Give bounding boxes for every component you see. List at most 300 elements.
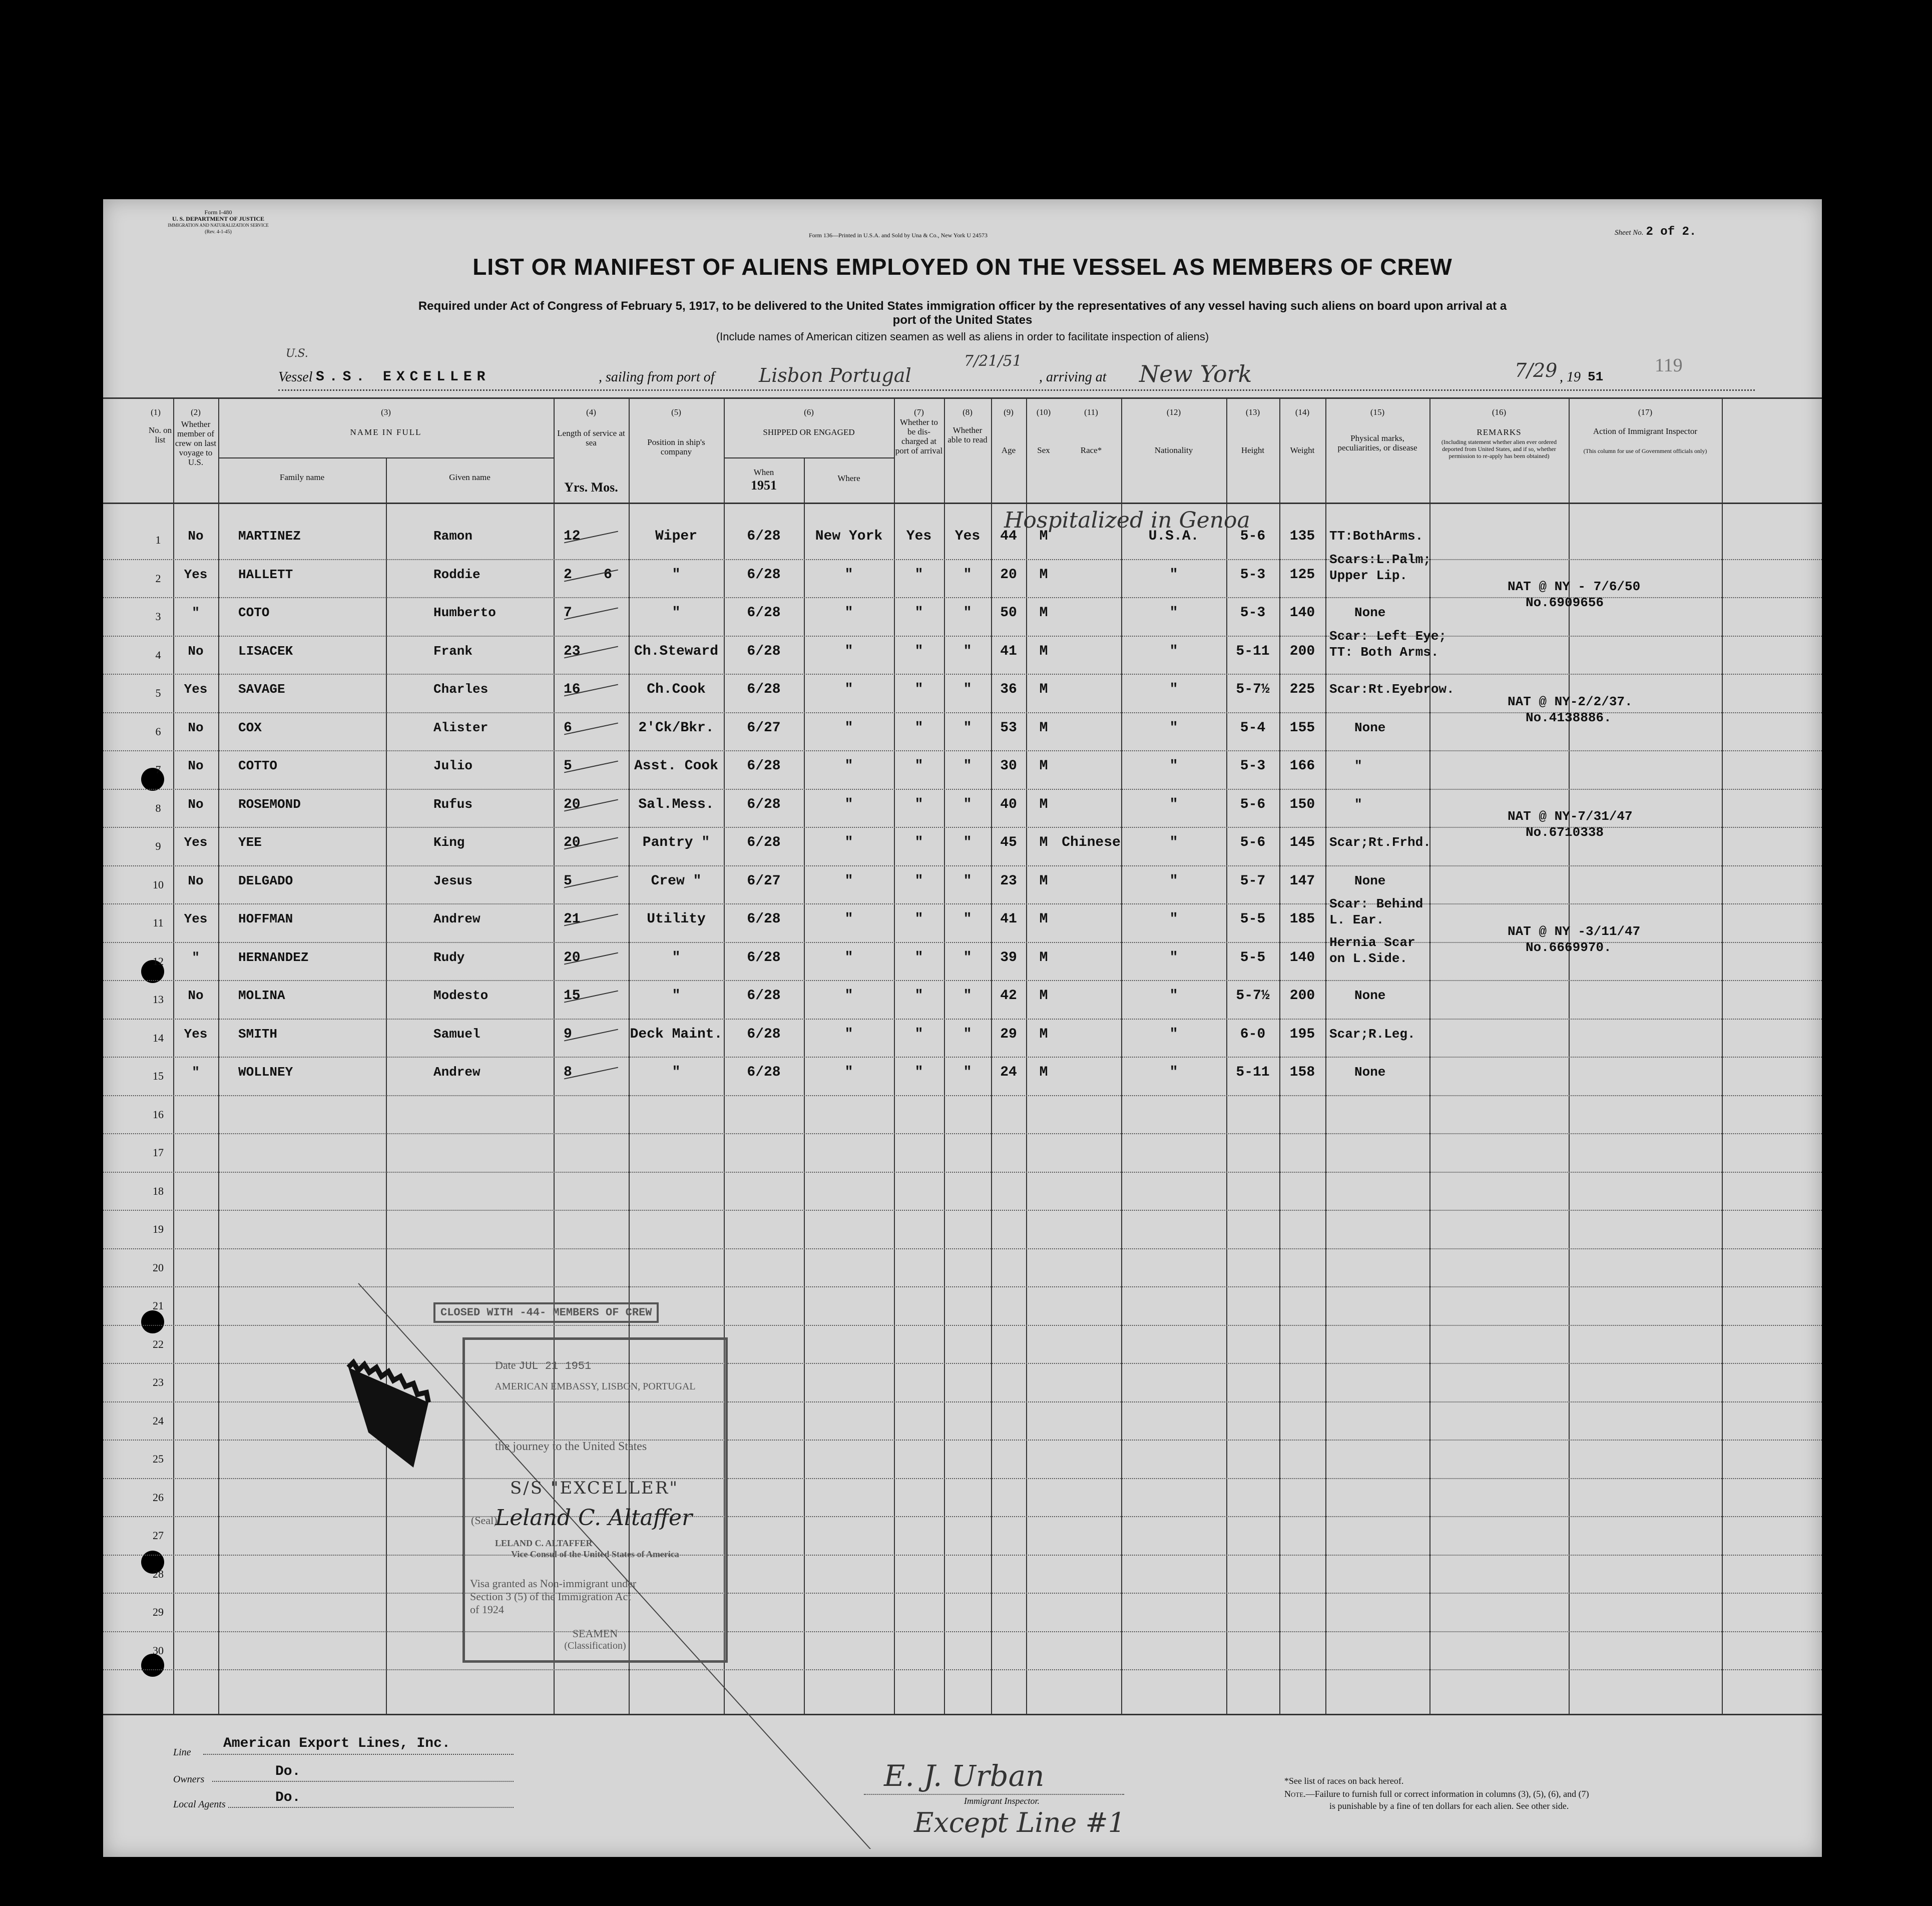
column-number: (11) xyxy=(1084,407,1098,417)
remarks-cell: No.6669970. xyxy=(1526,939,1612,955)
last-voyage-cell: No xyxy=(188,643,204,659)
family-name-cell: LISACEK xyxy=(238,643,293,659)
age-cell: 39 xyxy=(1000,949,1017,966)
footer-line-label: Line xyxy=(173,1747,191,1758)
given-name-cell: Ramon xyxy=(433,529,473,544)
page-number: 119 xyxy=(1655,355,1683,376)
weight-cell: 185 xyxy=(1289,911,1315,927)
service-years-cell: 7 xyxy=(564,605,572,621)
column-label-sex: Sex xyxy=(1037,445,1050,455)
sex-cell: M xyxy=(1039,911,1048,927)
weight-cell: 166 xyxy=(1289,758,1315,774)
height-cell: 5-4 xyxy=(1240,720,1266,736)
given-name-cell: Jesus xyxy=(433,873,473,888)
shipped-where-cell: " xyxy=(844,796,853,812)
remarks-cell: NAT @ NY-2/2/37. xyxy=(1508,694,1633,709)
able-to-read-cell: " xyxy=(963,605,972,621)
form-revision: (Rev. 4-1-45) xyxy=(205,229,232,235)
shipped-where-cell: " xyxy=(844,949,853,966)
physical-marks-cell: " xyxy=(1354,758,1362,773)
manifest-sheet xyxy=(103,199,1822,1857)
position-cell: Sal.Mess. xyxy=(638,796,714,812)
service-years-cell: 2 xyxy=(564,567,572,583)
shipped-where-cell: " xyxy=(844,1026,853,1042)
age-cell: 42 xyxy=(1000,988,1017,1004)
embassy-seal-icon xyxy=(338,1357,438,1473)
shipped-where-cell: " xyxy=(844,988,853,1004)
row-number: 24 xyxy=(153,1414,164,1427)
height-cell: 5-7 xyxy=(1240,873,1266,889)
subtitle-line-1: Required under Act of Congress of February 5, 1917, to be delivered to the United States immigration officer by the representatives of any vessel having such aliens on board upon arrival at a xyxy=(418,299,1507,313)
closed-stamp: CLOSED WITH -44- MEMBERS OF CREW xyxy=(433,1302,659,1323)
column-number: (12) xyxy=(1166,407,1181,417)
age-cell: 50 xyxy=(1000,605,1017,621)
arriving-port: New York xyxy=(1139,360,1252,387)
stamp-signature: Leland C. Altaffer xyxy=(495,1505,693,1531)
column-number: (10) xyxy=(1036,407,1051,417)
column-number: (17) xyxy=(1638,407,1653,417)
shipped-when-cell: 6/28 xyxy=(747,758,781,774)
column-label-length-service: Length of service at sea xyxy=(557,428,625,447)
service-years-cell: 5 xyxy=(564,873,572,889)
family-name-cell: SMITH xyxy=(238,1026,278,1042)
column-label-when-year: 1951 xyxy=(751,478,777,493)
discharged-cell: " xyxy=(914,643,923,659)
remarks-cell: NAT @ NY - 7/6/50 xyxy=(1508,579,1641,594)
able-to-read-cell: " xyxy=(963,988,972,1004)
shipped-where-cell: " xyxy=(844,605,853,621)
discharged-cell: " xyxy=(914,911,923,927)
service-years-cell: 20 xyxy=(564,835,581,850)
column-number: (4) xyxy=(586,407,596,417)
column-number: (13) xyxy=(1245,407,1260,417)
sheet-number xyxy=(1615,225,1696,239)
family-name-cell: SAVAGE xyxy=(238,682,285,697)
weight-cell: 147 xyxy=(1289,873,1315,889)
able-to-read-cell: " xyxy=(963,682,972,697)
vessel-label: Vessel xyxy=(278,369,313,385)
row-number: 28 xyxy=(153,1567,164,1580)
nationality-cell: " xyxy=(1169,911,1178,927)
inspector-label: Immigrant Inspector. xyxy=(964,1796,1040,1806)
column-label-remarks-note: (Including statement whether alien ever ordered deported from United States, and if so, whether permission to re-apply has been obtained) xyxy=(1441,438,1557,459)
nationality-cell: " xyxy=(1169,796,1178,812)
given-name-cell: King xyxy=(433,835,465,850)
column-label-position: Position in ship's company xyxy=(647,437,705,456)
able-to-read-cell: Yes xyxy=(954,529,981,544)
position-cell: " xyxy=(672,1065,681,1080)
diagonal-mark xyxy=(103,397,1822,1849)
row-number: 17 xyxy=(153,1146,164,1159)
footer-agents-value: Do. xyxy=(275,1790,301,1805)
physical-marks-cell: Scar: Left Eye; xyxy=(1329,628,1447,644)
last-voyage-cell: No xyxy=(188,720,204,735)
physical-marks-cell: None xyxy=(1354,720,1386,735)
sex-cell: M xyxy=(1039,605,1048,621)
column-number: (3) xyxy=(381,407,391,417)
page-title: LIST OR MANIFEST OF ALIENS EMPLOYED ON THE VESSEL AS MEMBERS OF CREW xyxy=(472,254,1453,280)
position-cell: " xyxy=(672,567,681,583)
shipped-when-cell: 6/28 xyxy=(747,682,781,697)
arrival-date: 7/29 xyxy=(1515,359,1558,381)
inspector-signature: E. J. Urban xyxy=(884,1759,1045,1793)
row-number: 26 xyxy=(153,1491,164,1504)
sex-cell: M xyxy=(1039,1026,1048,1042)
weight-cell: 140 xyxy=(1289,605,1315,621)
age-cell: 24 xyxy=(1000,1065,1017,1080)
footer-agents-label: Local Agents xyxy=(173,1799,226,1810)
age-cell: 41 xyxy=(1000,911,1017,927)
stamp-date-value: JUL 21 1951 xyxy=(519,1360,592,1372)
column-label-shipped-engaged: SHIPPED OR ENGAGED xyxy=(763,427,855,437)
physical-marks-cell: None xyxy=(1354,1065,1386,1080)
stamp-classification: (Classification) xyxy=(564,1640,626,1651)
printer-note: Form 136—Printed in U.S.A. and Sold by Una & Co., New York U 24573 xyxy=(809,232,988,239)
given-name-cell: Charles xyxy=(433,682,489,697)
age-cell: 23 xyxy=(1000,873,1017,889)
last-voyage-cell: No xyxy=(188,758,204,773)
physical-marks-cell: Scar;R.Leg. xyxy=(1329,1026,1415,1042)
physical-marks-cell: Hernia Scar xyxy=(1329,934,1415,950)
physical-marks-cell: TT:BothArms. xyxy=(1329,529,1423,544)
position-cell: " xyxy=(672,949,681,966)
row-number: 5 xyxy=(155,687,161,699)
row-number: 2 xyxy=(155,572,161,585)
nationality-cell: " xyxy=(1169,949,1178,966)
footer-owners-value: Do. xyxy=(275,1764,301,1779)
age-cell: 20 xyxy=(1000,567,1017,583)
column-number: (8) xyxy=(962,407,973,417)
row-number: 18 xyxy=(153,1184,164,1197)
position-cell: " xyxy=(672,605,681,621)
family-name-cell: COX xyxy=(238,720,262,735)
remarks-cell: No.4138886. xyxy=(1526,710,1612,725)
column-label-weight: Weight xyxy=(1290,445,1315,455)
service-years-cell: 9 xyxy=(564,1026,572,1042)
shipped-where-cell: " xyxy=(844,911,853,927)
able-to-read-cell: " xyxy=(963,873,972,889)
column-label-name-in-full: NAME IN FULL xyxy=(350,427,422,437)
position-cell: Ch.Cook xyxy=(647,682,706,697)
physical-marks-cell: Scars:L.Palm; xyxy=(1329,552,1431,567)
able-to-read-cell: " xyxy=(963,835,972,850)
physical-marks-cell: None xyxy=(1354,988,1386,1003)
sex-cell: M xyxy=(1039,682,1048,697)
row-number: 30 xyxy=(153,1644,164,1657)
service-years-cell: 8 xyxy=(564,1065,572,1080)
family-name-cell: ROSEMOND xyxy=(238,796,301,812)
discharged-cell: " xyxy=(914,988,923,1004)
service-years-cell: 23 xyxy=(564,643,581,659)
row-number: 12 xyxy=(153,955,164,968)
footer-line-value: American Export Lines, Inc. xyxy=(223,1736,450,1751)
vessel-value: S.S. EXCELLER xyxy=(316,369,491,385)
shipped-when-cell: 6/28 xyxy=(747,835,781,850)
row-number: 21 xyxy=(153,1299,164,1312)
nationality-cell: U.S.A. xyxy=(1148,529,1199,544)
height-cell: 5-7½ xyxy=(1236,682,1270,697)
able-to-read-cell: " xyxy=(963,796,972,812)
given-name-cell: Roddie xyxy=(433,567,480,582)
shipped-where-cell: " xyxy=(844,758,853,774)
row-number: 3 xyxy=(155,610,161,623)
shipped-where-cell: " xyxy=(844,643,853,659)
subtitle-line-2: port of the United States xyxy=(892,313,1033,327)
footer-agents-underline xyxy=(228,1807,514,1808)
physical-marks-cell: " xyxy=(1354,796,1362,812)
footer-owners-underline xyxy=(212,1781,514,1782)
row-number: 13 xyxy=(153,993,164,1006)
sex-cell: M xyxy=(1039,988,1048,1004)
remarks-cell: No.6909656 xyxy=(1526,595,1604,610)
embassy-stamp xyxy=(462,1337,728,1663)
column-label-given-name: Given name xyxy=(449,472,491,482)
row-number: 7 xyxy=(155,763,161,776)
given-name-cell: Andrew xyxy=(433,1065,480,1080)
weight-cell: 145 xyxy=(1289,835,1315,850)
service-years-cell: 21 xyxy=(564,911,581,927)
discharged-cell: " xyxy=(914,720,923,736)
sex-cell: M xyxy=(1039,835,1048,850)
stamp-date-label: Date xyxy=(495,1359,516,1371)
age-cell: 41 xyxy=(1000,643,1017,659)
nationality-cell: " xyxy=(1169,643,1178,659)
height-cell: 5-3 xyxy=(1240,567,1266,583)
given-name-cell: Humberto xyxy=(433,605,496,620)
sex-cell: M xyxy=(1039,720,1048,736)
sex-cell: M xyxy=(1039,796,1048,812)
physical-marks-cell: None xyxy=(1354,873,1386,888)
last-voyage-cell: Yes xyxy=(184,911,208,926)
note-label: Note. xyxy=(1284,1789,1306,1799)
position-cell: Asst. Cook xyxy=(634,758,719,774)
stamp-seal: (Seal) xyxy=(471,1514,498,1527)
given-name-cell: Andrew xyxy=(433,911,480,926)
shipped-where-cell: " xyxy=(844,1065,853,1080)
column-number: (16) xyxy=(1492,407,1507,417)
column-number: (5) xyxy=(671,407,681,417)
column-label-where: Where xyxy=(837,473,860,483)
physical-marks-cell: Upper Lip. xyxy=(1329,568,1408,583)
given-name-cell: Julio xyxy=(433,758,473,773)
position-cell: Wiper xyxy=(655,529,697,544)
family-name-cell: WOLLNEY xyxy=(238,1065,293,1080)
column-label-no-on-list: No. on list xyxy=(148,425,172,444)
row-number: 4 xyxy=(155,648,161,661)
last-voyage-cell: " xyxy=(192,949,200,965)
row-number: 22 xyxy=(153,1337,164,1350)
age-cell: 30 xyxy=(1000,758,1017,774)
row-number: 23 xyxy=(153,1376,164,1388)
family-name-cell: YEE xyxy=(238,835,262,850)
physical-marks-cell: TT: Both Arms. xyxy=(1329,644,1439,660)
last-voyage-cell: " xyxy=(192,1065,200,1080)
given-name-cell: Alister xyxy=(433,720,489,735)
discharged-cell: " xyxy=(914,1065,923,1080)
nationality-cell: " xyxy=(1169,1065,1178,1080)
remarks-cell: NAT @ NY -3/11/47 xyxy=(1508,923,1641,939)
column-label-remarks: REMARKS xyxy=(1477,427,1522,437)
family-name-cell: DELGADO xyxy=(238,873,293,888)
arrival-year-prefix: , 19 xyxy=(1560,369,1581,385)
family-name-cell: MARTINEZ xyxy=(238,529,301,544)
able-to-read-cell: " xyxy=(963,949,972,966)
last-voyage-cell: No xyxy=(188,796,204,812)
age-cell: 29 xyxy=(1000,1026,1017,1042)
shipped-when-cell: 6/28 xyxy=(747,911,781,927)
able-to-read-cell: " xyxy=(963,1065,972,1080)
row-number: 27 xyxy=(153,1529,164,1542)
row-number: 20 xyxy=(153,1261,164,1274)
sheet-label: Sheet No. xyxy=(1615,229,1644,237)
stamp-visa-3: of 1924 xyxy=(470,1603,504,1616)
column-number: (14) xyxy=(1295,407,1310,417)
last-voyage-cell: No xyxy=(188,873,204,888)
position-cell: 2'Ck/Bkr. xyxy=(638,720,714,736)
row-number: 25 xyxy=(153,1453,164,1465)
weight-cell: 158 xyxy=(1289,1065,1315,1080)
nationality-cell: " xyxy=(1169,567,1178,583)
shipped-where-cell: " xyxy=(844,682,853,697)
last-voyage-cell: Yes xyxy=(184,567,208,582)
weight-cell: 225 xyxy=(1289,682,1315,697)
last-voyage-cell: Yes xyxy=(184,835,208,850)
service-years-cell: 16 xyxy=(564,682,581,697)
shipped-where-cell: " xyxy=(844,835,853,850)
row-number: 9 xyxy=(155,840,161,852)
able-to-read-cell: " xyxy=(963,758,972,774)
able-to-read-cell: " xyxy=(963,643,972,659)
physical-marks-cell: on L.Side. xyxy=(1329,950,1408,966)
discharged-cell: " xyxy=(914,1026,923,1042)
service-years-cell: 20 xyxy=(564,796,581,812)
last-voyage-cell: Yes xyxy=(184,1026,208,1042)
weight-cell: 195 xyxy=(1289,1026,1315,1042)
shipped-where-cell: " xyxy=(844,873,853,889)
given-name-cell: Rudy xyxy=(433,949,465,965)
sex-cell: M xyxy=(1039,529,1048,544)
stamp-date xyxy=(495,1359,591,1372)
height-cell: 5-11 xyxy=(1236,1065,1270,1080)
column-label-last-voyage: Whether member of crew on last voyage to U.S. xyxy=(175,419,217,467)
sex-cell: M xyxy=(1039,873,1048,889)
stamp-visa-2: Section 3 (5) of the Immigration Act xyxy=(470,1590,631,1603)
height-cell: 5-5 xyxy=(1240,949,1266,966)
row-number: 6 xyxy=(155,725,161,738)
nationality-cell: " xyxy=(1169,605,1178,621)
height-cell: 6-0 xyxy=(1240,1026,1266,1042)
last-voyage-cell: " xyxy=(192,605,200,620)
shipped-where-cell: " xyxy=(844,567,853,583)
shipped-when-cell: 6/28 xyxy=(747,605,781,621)
stamp-ship: S/S "EXCELLER" xyxy=(510,1478,679,1498)
shipped-when-cell: 6/27 xyxy=(747,720,781,736)
physical-marks-cell: Scar;Rt.Frhd. xyxy=(1329,835,1431,850)
given-name-cell: Rufus xyxy=(433,796,473,812)
age-cell: 36 xyxy=(1000,682,1017,697)
nationality-cell: " xyxy=(1169,682,1178,697)
shipped-when-cell: 6/28 xyxy=(747,567,781,583)
physical-marks-cell: Scar: Behind xyxy=(1329,896,1423,911)
position-cell: Utility xyxy=(647,911,706,927)
sex-cell: M xyxy=(1039,643,1048,659)
position-cell: Ch.Steward xyxy=(634,643,719,659)
footer-line-underline xyxy=(203,1754,514,1755)
age-cell: 40 xyxy=(1000,796,1017,812)
shipped-when-cell: 6/28 xyxy=(747,1026,781,1042)
shipped-when-cell: 6/28 xyxy=(747,949,781,966)
column-number: (7) xyxy=(914,407,924,417)
note-line-1: —Failure to furnish full or correct information in columns (3), (5), (6), and (7) xyxy=(1305,1789,1589,1799)
discharged-cell: " xyxy=(914,873,923,889)
family-name-cell: HALLETT xyxy=(238,567,293,582)
column-label-physical-marks: Physical marks, peculiarities, or disease xyxy=(1337,433,1417,452)
discharged-cell: " xyxy=(914,605,923,621)
service-years-cell: 5 xyxy=(564,758,572,774)
height-cell: 5-11 xyxy=(1236,643,1270,659)
able-to-read-cell: " xyxy=(963,1026,972,1042)
nationality-cell: " xyxy=(1169,758,1178,774)
shipped-when-cell: 6/28 xyxy=(747,529,781,544)
age-cell: 45 xyxy=(1000,835,1017,850)
except-line-note: Except Line #1 xyxy=(914,1807,1126,1838)
column-number: (15) xyxy=(1370,407,1385,417)
weight-cell: 140 xyxy=(1289,949,1315,966)
sailing-label: , sailing from port of xyxy=(599,369,715,385)
physical-marks-cell: L. Ear. xyxy=(1329,912,1384,927)
family-name-cell: COTO xyxy=(238,605,270,620)
arrival-year: 51 xyxy=(1588,369,1604,384)
column-label-family-name: Family name xyxy=(279,472,325,482)
department-name: U. S. DEPARTMENT OF JUSTICE xyxy=(172,215,265,222)
subtitle-line-3: (Include names of American citizen seamen as well as aliens in order to facilitate inspection of aliens) xyxy=(716,330,1209,343)
hospitalized-annotation: Hospitalized in Genoa xyxy=(1004,508,1250,533)
nationality-cell: " xyxy=(1169,873,1178,889)
service-months-cell: 6 xyxy=(604,567,612,583)
weight-cell: 135 xyxy=(1289,529,1315,544)
height-cell: 5-7½ xyxy=(1236,988,1270,1004)
form-id: Form I-480 xyxy=(204,209,232,216)
column-label-age: Age xyxy=(1001,445,1016,455)
column-label-inspector-note: (This column for use of Government officials only) xyxy=(1583,447,1707,454)
row-number: 11 xyxy=(153,916,164,929)
shipped-when-cell: 6/27 xyxy=(747,873,781,889)
shipped-where-cell: New York xyxy=(815,529,883,544)
height-cell: 5-3 xyxy=(1240,605,1266,621)
able-to-read-cell: " xyxy=(963,911,972,927)
nationality-cell: " xyxy=(1169,988,1178,1004)
sex-cell: M xyxy=(1039,567,1048,583)
weight-cell: 155 xyxy=(1289,720,1315,736)
discharged-cell: " xyxy=(914,682,923,697)
discharged-cell: " xyxy=(914,567,923,583)
service-years-cell: 12 xyxy=(564,529,581,544)
discharged-cell: " xyxy=(914,758,923,774)
stamp-journey: the journey to the United States xyxy=(495,1440,647,1453)
stamp-signer: LELAND C. ALTAFFER xyxy=(495,1538,593,1548)
shipped-when-cell: 6/28 xyxy=(747,796,781,812)
service-years-cell: 20 xyxy=(564,949,581,966)
position-cell: Pantry " xyxy=(642,835,710,850)
sex-cell: M xyxy=(1039,758,1048,774)
last-voyage-cell: No xyxy=(188,988,204,1003)
form-id-block xyxy=(163,209,273,235)
able-to-read-cell: " xyxy=(963,720,972,736)
stamp-visa-1: Visa granted as Non-immigrant under xyxy=(470,1577,637,1590)
discharged-cell: " xyxy=(914,949,923,966)
nationality-cell: " xyxy=(1169,720,1178,736)
sailing-port: Lisbon Portugal xyxy=(759,364,911,386)
